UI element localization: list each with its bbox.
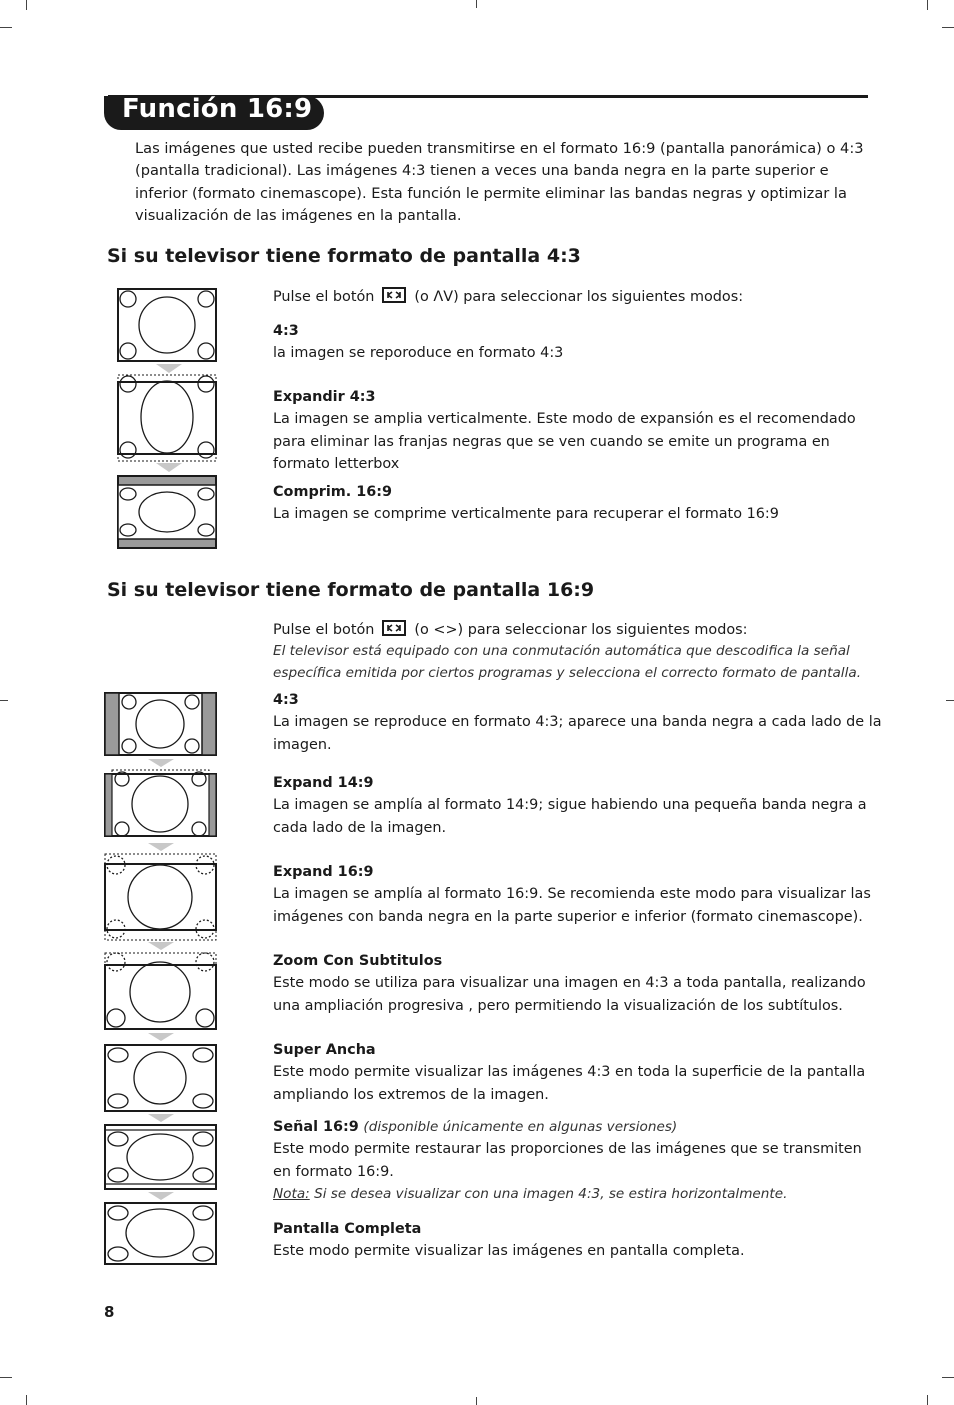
page-title: Función 16:9	[122, 94, 313, 124]
tv-diagram-pantalla-completa	[104, 1202, 217, 1265]
down-arrow-icon	[148, 759, 174, 768]
section-169-instruction: Pulse el botón (o <>) para seleccionar los siguientes modos:	[273, 622, 748, 638]
tv-diagram-zoom-subtitulos	[104, 952, 217, 1030]
down-arrow-icon	[148, 1033, 174, 1042]
tv-diagram-169-43	[104, 692, 217, 756]
tv-diagram-senal-169	[104, 1124, 217, 1190]
mode-expand-149: Expand 14:9 La imagen se amplía al formato 14:9; sigue habiendo una pequeña banda negra a cada lado de la imagen.	[273, 775, 867, 836]
tv-diagram-super-ancha	[104, 1044, 217, 1112]
intro-paragraph: Las imágenes que usted recibe pueden transmitirse en el formato 16:9 (pantalla panorámica) o 4:3 (pantalla tradicional). Las imágenes 4:3 tienen a veces una banda negra en la parte superior e inferior (formato cinemascope). Esta función le permite eliminar las bandas negras y optimizar la visualización de las imágenes en la pantalla.	[135, 140, 864, 224]
auto-switch-note: El televisor está equipado con una conmutación automática que descodifica la señal específica emitida por ciertos programas y selecciona el correcto formato de pantalla.	[273, 643, 862, 682]
tv-diagram-expand-149	[104, 769, 217, 837]
down-arrow-icon	[148, 843, 174, 852]
format-button-icon	[382, 287, 406, 303]
tv-diagram-expand-169	[104, 853, 217, 941]
format-button-icon	[382, 620, 406, 636]
mode-43: 4:3 la imagen se reporoduce en formato 4:3	[273, 323, 564, 362]
section-43-instruction: Pulse el botón (o ΛV) para seleccionar los siguientes modos:	[273, 289, 744, 305]
mode-expandir-43: Expandir 4:3 La imagen se amplia verticalmente. Este modo de expansión es el recomendado para eliminar las franjas negras que se ven cuando se emite un programa en formato letterbox	[273, 389, 856, 472]
section-169-heading: Si su televisor tiene formato de pantalla 16:9	[107, 579, 595, 601]
section-43-heading: Si su televisor tiene formato de pantalla 4:3	[107, 245, 581, 267]
down-arrow-icon	[148, 942, 174, 951]
mode-pantalla-completa: Pantalla Completa Este modo permite visualizar las imágenes en pantalla completa.	[273, 1221, 745, 1260]
down-arrow-icon	[148, 1192, 174, 1201]
tv-diagram-expandir-43	[117, 374, 217, 462]
mode-expand-169: Expand 16:9 La imagen se amplía al formato 16:9. Se recomienda este modo para visualizar las imágenes con banda negra en la parte superior e inferior (formato cinemascope).	[273, 864, 871, 925]
down-arrow-icon	[148, 1114, 174, 1123]
page-number: 8	[104, 1303, 115, 1321]
down-arrow-icon	[156, 364, 182, 374]
mode-169-43: 4:3 La imagen se reproduce en formato 4:3; aparece una banda negra a cada lado de la imagen.	[273, 692, 882, 753]
mode-zoom-subtitulos: Zoom Con Subtitulos Este modo se utiliza para visualizar una imagen en 4:3 a toda pantalla, realizando una ampliación progresiva , pero permitiendo la visualización de los subtítulos.	[273, 953, 866, 1014]
mode-comprim-169: Comprim. 16:9 La imagen se comprime verticalmente para recuperar el formato 16:9	[273, 484, 779, 523]
mode-super-ancha: Super Ancha Este modo permite visualizar las imágenes 4:3 en toda la superficie de la pantalla ampliando los extremos de la imagen.	[273, 1042, 866, 1103]
tv-diagram-comprim-169	[117, 475, 217, 549]
tv-diagram-43	[117, 288, 217, 362]
down-arrow-icon	[156, 463, 182, 473]
mode-senal-169: Señal 16:9 (disponible únicamente en algunas versiones) Este modo permite restaurar las proporciones de las imágenes que se transmiten en formato 16:9. Nota: Si se desea visualizar con una imagen 4:3, se estira horizontalmente.	[273, 1119, 862, 1202]
